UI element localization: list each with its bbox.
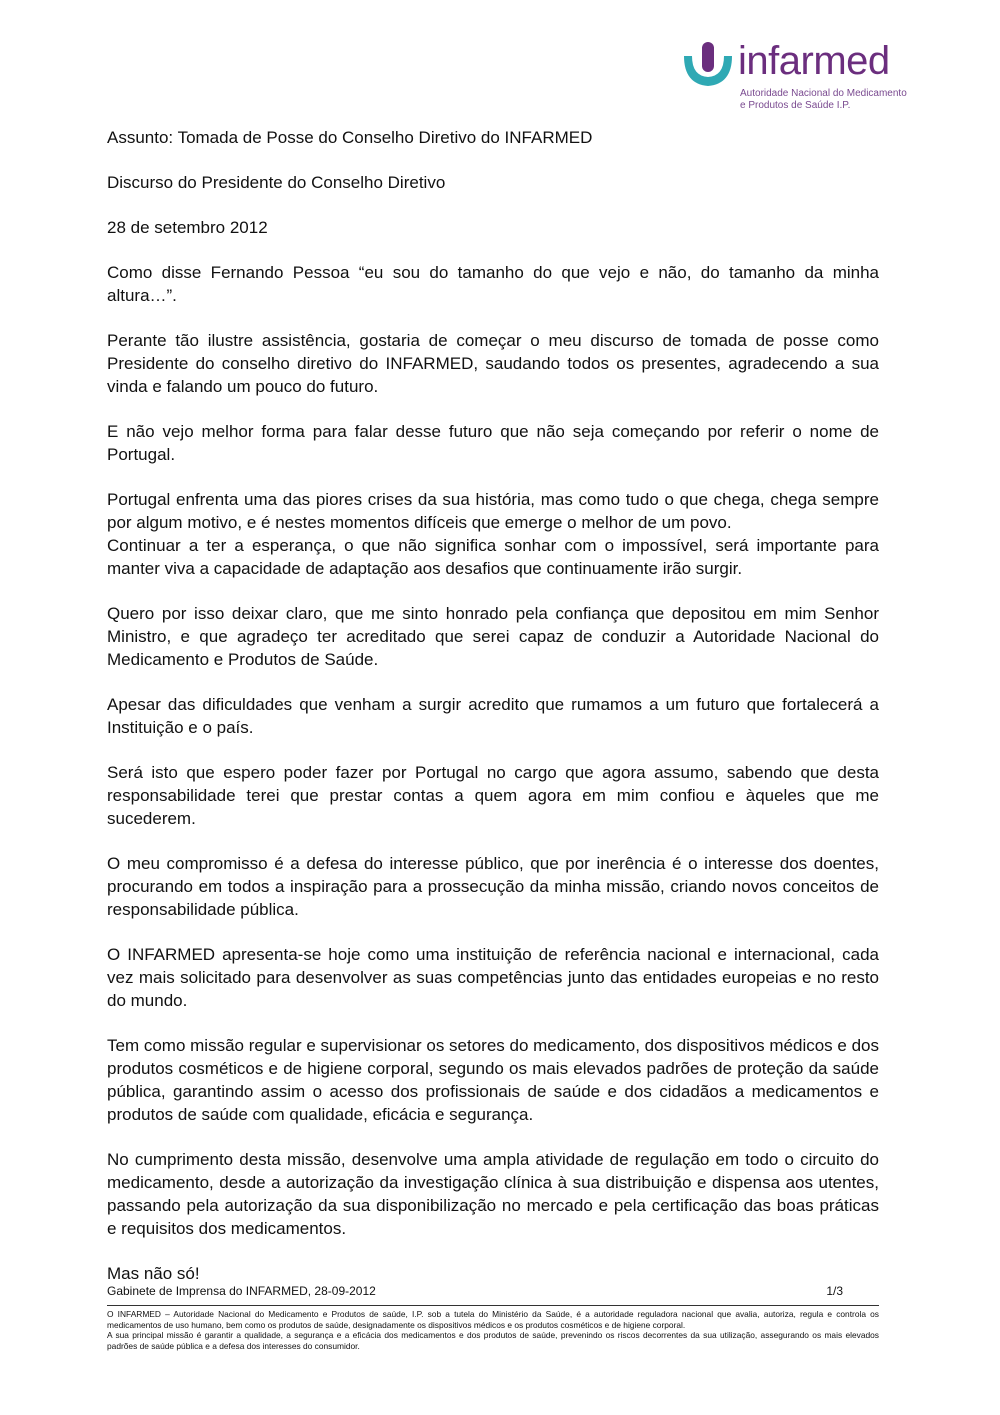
paragraph: Tem como missão regular e supervisionar os setores do medicamento, dos dispositivos médicos e dos produtos cosméticos e de higiene corporal, segundo os mais elevados padrões de proteção da saúde pública, garantindo assim o acesso dos profissionais de saúde e dos cidadãos a medicamentos e produtos de saúde com qualidade, eficácia e segurança. [107, 1036, 879, 1124]
paragraph: E não vejo melhor forma para falar desse futuro que não seja começando por referir o nome de Portugal. [107, 422, 879, 464]
logo-mark-icon [680, 40, 736, 96]
speech-title: Discurso do Presidente do Conselho Diretivo [107, 173, 446, 192]
infarmed-logo [680, 39, 907, 116]
subject-line: Assunto: Tomada de Posse do Conselho Diretivo do INFARMED [107, 128, 593, 147]
paragraph: Como disse Fernando Pessoa “eu sou do tamanho do que vejo e não, do tamanho da minha altura…”. [107, 263, 879, 305]
paragraph: Quero por isso deixar claro, que me sinto honrado pela confiança que depositou em mim Senhor Ministro, e que agradeço ter acreditado que serei capaz de conduzir a Autoridade Nacional do Medicamento e Produtos de Saúde. [107, 604, 879, 669]
paragraph: Continuar a ter a esperança, o que não significa sonhar com o impossível, será importante para manter viva a capacidade de adaptação aos desafios que continuamente irão surgir. [107, 536, 879, 578]
paragraph: Perante tão ilustre assistência, gostaria de começar o meu discurso de tomada de posse como Presidente do conselho diretivo do INFARMED, saudando todos os presentes, agradecendo a sua vinda e falando um pouco do futuro. [107, 331, 879, 396]
footer-press-office: Gabinete de Imprensa do INFARMED, 28-09-2012 [107, 1284, 376, 1298]
logo-subtitle-line2: e Produtos de Saúde I.P. [740, 100, 851, 111]
disclaimer-line: A sua principal missão é garantir a qualidade, a segurança e a eficácia dos medicamentos e dos produtos de saúde, prevenindo os riscos decorrentes da sua utilização, assegurando os mais elevados padrões de saúde pública e a defesa dos interesses do consumidor. [107, 1330, 879, 1351]
page-number: 1/3 [826, 1284, 843, 1298]
paragraph: O meu compromisso é a defesa do interesse público, que por inerência é o interesse dos doentes, procurando em todos a inspiração para a prossecução da minha missão, criando novos conceitos de responsabilidade pública. [107, 854, 879, 919]
paragraph: Mas não só! [107, 1264, 200, 1283]
paragraph: Será isto que espero poder fazer por Portugal no cargo que agora assumo, sabendo que desta responsabilidade terei que prestar contas a quem agora em mim confiou e àqueles que me sucederem. [107, 763, 879, 828]
logo-subtitle-line1: Autoridade Nacional do Medicamento [740, 88, 907, 99]
paragraph: Portugal enfrenta uma das piores crises da sua história, mas como tudo o que chega, chega sempre por algum motivo, e é nestes momentos difíceis que emerge o melhor de um povo. [107, 490, 879, 532]
document-body [107, 126, 879, 1307]
footer-disclaimer [107, 1309, 879, 1351]
footer-divider [107, 1305, 879, 1306]
logo-wordmark: infarmed [738, 39, 890, 83]
speech-date: 28 de setembro 2012 [107, 218, 268, 237]
disclaimer-line: O INFARMED – Autoridade Nacional do Medicamento e Produtos de saúde, I.P. sob a tutela do Ministério da Saúde, é a autoridade reguladora nacional que avalia, autoriza, regula e controla os medicamentos de uso humano, bem como os produtos de saúde, designadamente os dispositivos médicos e os produtos cosméticos e de higiene corporal. [107, 1309, 879, 1330]
paragraph: Apesar das dificuldades que venham a surgir acredito que rumamos a um futuro que fortalecerá a Instituição e o país. [107, 695, 879, 737]
paragraph: No cumprimento desta missão, desenvolve uma ampla atividade de regulação em todo o circuito do medicamento, desde a autorização da investigação clínica à sua distribuição e dispensa aos utentes, passando pela autorização da sua disponibilização no mercado e pela certificação das boas práticas e requisitos dos medicamentos. [107, 1150, 879, 1238]
paragraph: O INFARMED apresenta-se hoje como uma instituição de referência nacional e internacional, cada vez mais solicitado para desenvolver as suas competências junto das entidades europeias e no resto do mundo. [107, 945, 879, 1010]
